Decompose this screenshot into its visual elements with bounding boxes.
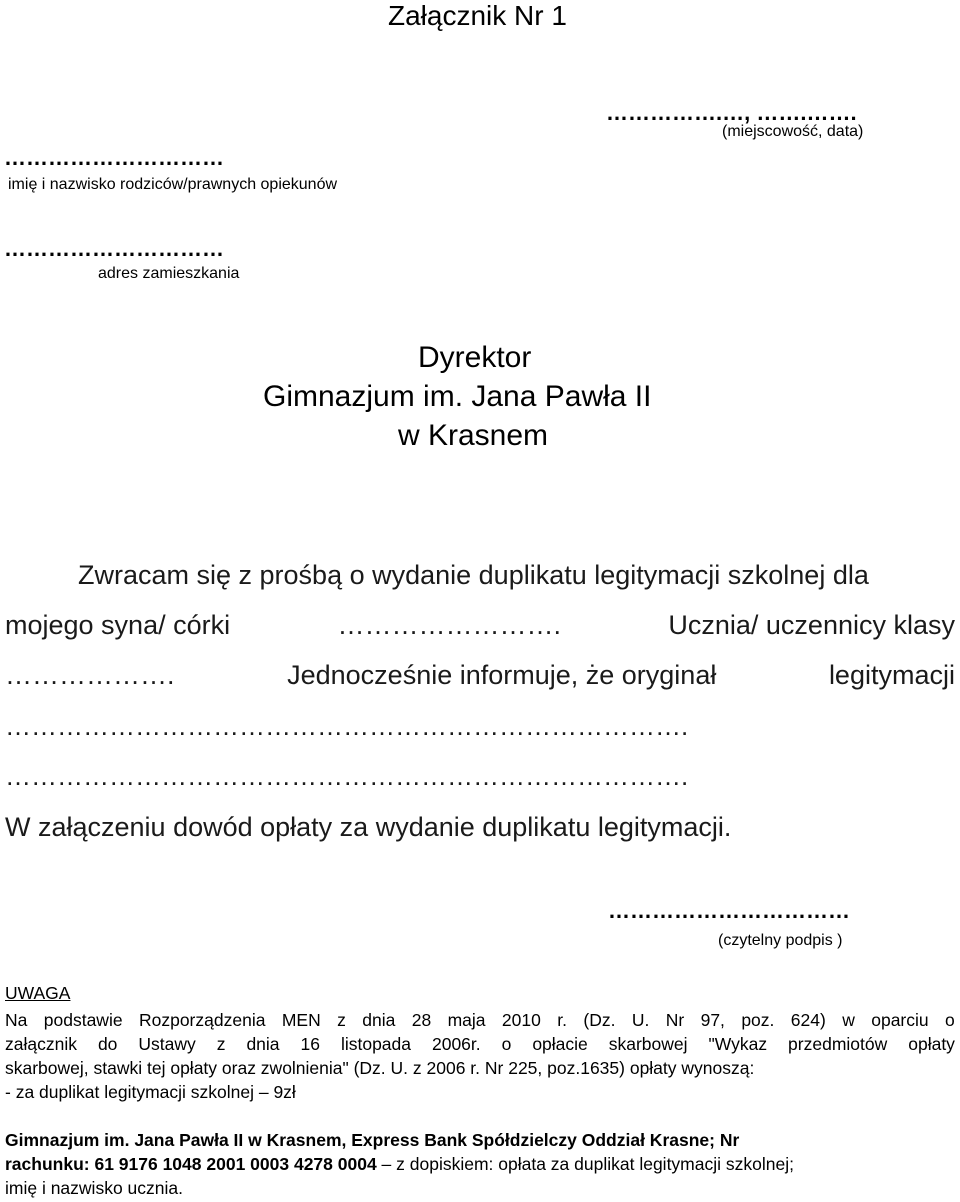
note-word: Ustawy bbox=[138, 1034, 196, 1054]
body-line-2-end: Ucznia/ uczennicy klasy bbox=[668, 610, 955, 640]
bank-line-2 bbox=[5, 1154, 794, 1175]
note-word: Rozporządzenia bbox=[138, 1010, 266, 1030]
bank-account-number: rachunku: 61 9176 1048 2001 0003 4278 0004 bbox=[5, 1154, 377, 1174]
body-line-2 bbox=[5, 610, 955, 641]
note-word: 97, bbox=[700, 1010, 725, 1030]
note-word: opłacie bbox=[532, 1034, 588, 1054]
class-placeholder: ………………. bbox=[5, 660, 175, 690]
body-line-3 bbox=[5, 660, 955, 691]
note-word: dnia bbox=[362, 1010, 396, 1030]
attachment-statement: W załączeniu dowód opłaty za wydanie duplikatu legitymacji. bbox=[5, 812, 732, 842]
place-date-placeholder: …………….…, …….……. bbox=[606, 100, 857, 125]
explanation-placeholder-2: ……………………………………………………………………. bbox=[5, 761, 689, 791]
parents-name-placeholder: ………………………… bbox=[4, 145, 224, 170]
place-date-label: (miejscowość, data) bbox=[722, 123, 864, 140]
note-line-3: skarbowej, stawki tej opłaty oraz zwolnienia" (Dz. U. z 2006 r. Nr 225, poz.1635) opłaty wynoszą: bbox=[5, 1058, 755, 1078]
note-word: U. bbox=[631, 1010, 650, 1030]
note-heading: UWAGA bbox=[5, 983, 71, 1003]
note-word: z bbox=[337, 1010, 346, 1030]
body-line-3-middle: Jednocześnie informuje, że oryginał bbox=[287, 660, 717, 690]
note-word: skarbowej bbox=[608, 1034, 688, 1054]
note-word: 28 bbox=[411, 1010, 432, 1030]
note-word: Nr bbox=[665, 1010, 685, 1030]
fee-line: - za duplikat legitymacji szkolnej – 9zł bbox=[5, 1082, 296, 1102]
note-word: o bbox=[501, 1034, 512, 1054]
note-word: 2006r. bbox=[431, 1034, 481, 1054]
explanation-placeholder-1: ……………………………………………………………………. bbox=[5, 711, 689, 741]
bank-line-3: imię i nazwisko ucznia. bbox=[5, 1178, 183, 1198]
note-word: załącznik bbox=[5, 1034, 77, 1054]
parents-name-label: imię i nazwisko rodziców/prawnych opiekunów bbox=[8, 176, 338, 193]
note-word: 624) bbox=[790, 1010, 826, 1030]
note-word: do bbox=[97, 1034, 118, 1054]
note-line-2 bbox=[5, 1034, 955, 1055]
addressee-town: w Krasnem bbox=[398, 419, 549, 452]
note-word: (Dz. bbox=[583, 1010, 616, 1030]
address-label: adres zamieszkania bbox=[98, 265, 240, 282]
note-word: przedmiotów bbox=[788, 1034, 888, 1054]
signature-label: (czytelny podpis ) bbox=[718, 932, 843, 949]
bank-line-2-rest: – z dopiskiem: opłata za duplikat legitymacji szkolnej; bbox=[376, 1154, 794, 1174]
note-word: o bbox=[945, 1010, 955, 1030]
note-word: podstawie bbox=[43, 1010, 123, 1030]
document-title: Załącznik Nr 1 bbox=[388, 0, 567, 31]
note-word: opłaty bbox=[908, 1034, 955, 1054]
body-line-2-start: mojego syna/ córki bbox=[5, 610, 231, 640]
note-word: Na bbox=[5, 1010, 28, 1030]
note-word: poz. bbox=[741, 1010, 775, 1030]
note-word: 2010 bbox=[501, 1010, 541, 1030]
note-word: listopada bbox=[340, 1034, 412, 1054]
addressee-school: Gimnazjum im. Jana Pawła II bbox=[263, 380, 652, 413]
note-word: z bbox=[216, 1034, 226, 1054]
bank-line-1: Gimnazjum im. Jana Pawła II w Krasnem, Express Bank Spółdzielczy Oddział Krasne; Nr bbox=[5, 1130, 740, 1150]
note-word: MEN bbox=[281, 1010, 321, 1030]
body-line-3-end: legitymacji bbox=[828, 660, 955, 690]
body-line-1: Zwracam się z prośbą o wydanie duplikatu legitymacji szkolnej dla bbox=[78, 560, 869, 590]
note-line-1 bbox=[5, 1010, 955, 1031]
note-word: maja bbox=[447, 1010, 486, 1030]
student-name-placeholder: ……………………. bbox=[337, 610, 561, 640]
note-word: 16 bbox=[300, 1034, 320, 1054]
note-word: r. bbox=[557, 1010, 567, 1030]
signature-placeholder: …………………………… bbox=[608, 898, 850, 923]
note-word: dnia bbox=[246, 1034, 280, 1054]
address-placeholder: ………………………… bbox=[4, 236, 224, 261]
note-word: oparciu bbox=[871, 1010, 929, 1030]
note-word: "Wykaz bbox=[708, 1034, 768, 1054]
note-word: w bbox=[842, 1010, 855, 1030]
addressee-title: Dyrektor bbox=[418, 341, 532, 374]
